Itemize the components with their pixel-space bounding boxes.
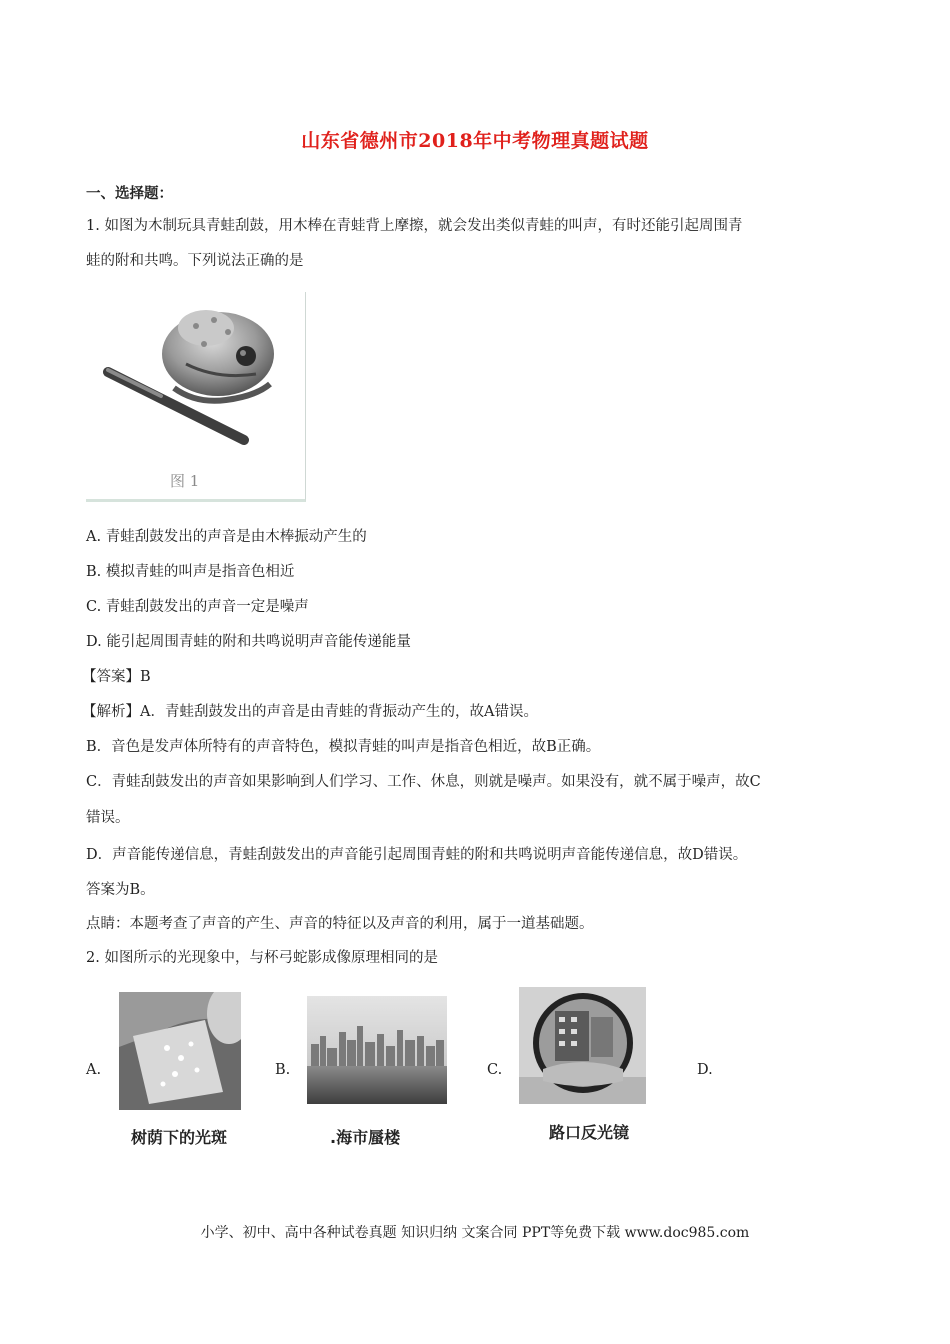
q2-option-c-label: C.	[487, 1062, 503, 1078]
q1-analysis-line: 点睛：本题考查了声音的产生、声音的特征以及声音的利用，属于一道基础题。	[86, 916, 594, 932]
q1-analysis-line: 【解析】A．青蛙刮鼓发出的声音是由青蛙的背振动产生的，故A错误。	[82, 704, 538, 720]
photo-tree-shade-light-spots	[119, 992, 241, 1110]
q1-option-a: A. 青蛙刮鼓发出的声音是由木棒振动产生的	[86, 529, 367, 545]
photo-convex-mirror	[519, 987, 646, 1104]
q2-option-b-label: B.	[275, 1062, 291, 1078]
photo-mirage-skyline	[307, 996, 447, 1104]
q1-option-b: B. 模拟青蛙的叫声是指音色相近	[86, 564, 295, 580]
frog-guiro-figure	[86, 292, 306, 502]
photo-a-caption: 树荫下的光斑	[131, 1128, 228, 1147]
q1-stem-line2: 蛙的附和共鸣。下列说法正确的是	[86, 253, 304, 269]
photo-c-caption: 路口反光镜	[549, 1123, 630, 1142]
q1-analysis-line: 错误。	[86, 810, 130, 826]
q2-stem: 2. 如图所示的光现象中，与杯弓蛇影成像原理相同的是	[86, 950, 438, 966]
q1-answer: 【答案】B	[82, 669, 151, 685]
q1-analysis-line: D．声音能传递信息，青蛙刮鼓发出的声音能引起周围青蛙的附和共鸣说明声音能传递信息，故D错误。	[86, 847, 748, 863]
q1-analysis-line: 答案为B。	[86, 882, 155, 898]
q1-option-d: D. 能引起周围青蛙的附和共鸣说明声音能传递能量	[86, 634, 411, 650]
figure-caption: 图 1	[170, 472, 200, 490]
q1-option-c: C. 青蛙刮鼓发出的声音一定是噪声	[86, 599, 309, 615]
frog-guiro-illustration	[86, 292, 304, 472]
photo-b-caption: .海市蜃楼	[330, 1128, 401, 1147]
q2-option-d-label: D.	[697, 1062, 713, 1078]
q1-analysis-line: C．青蛙刮鼓发出的声音如果影响到人们学习、工作、休息，则就是噪声。如果没有，就不属于噪声，故C	[86, 774, 761, 790]
section-heading: 一、选择题：	[86, 185, 173, 202]
q1-stem-line1: 1. 如图为木制玩具青蛙刮鼓，用木棒在青蛙背上摩擦，就会发出类似青蛙的叫声，有时还能引起周围青	[86, 218, 743, 234]
page-title: 山东省德州市2018年中考物理真题试题	[301, 130, 649, 152]
q2-option-a-label: A.	[86, 1062, 102, 1078]
page-footer: 小学、初中、高中各种试卷真题 知识归纳 文案合同 PPT等免费下载 www.doc985.com	[200, 1225, 750, 1241]
q1-analysis-line: B．音色是发声体所特有的声音特色，模拟青蛙的叫声是指音色相近，故B正确。	[86, 739, 601, 755]
